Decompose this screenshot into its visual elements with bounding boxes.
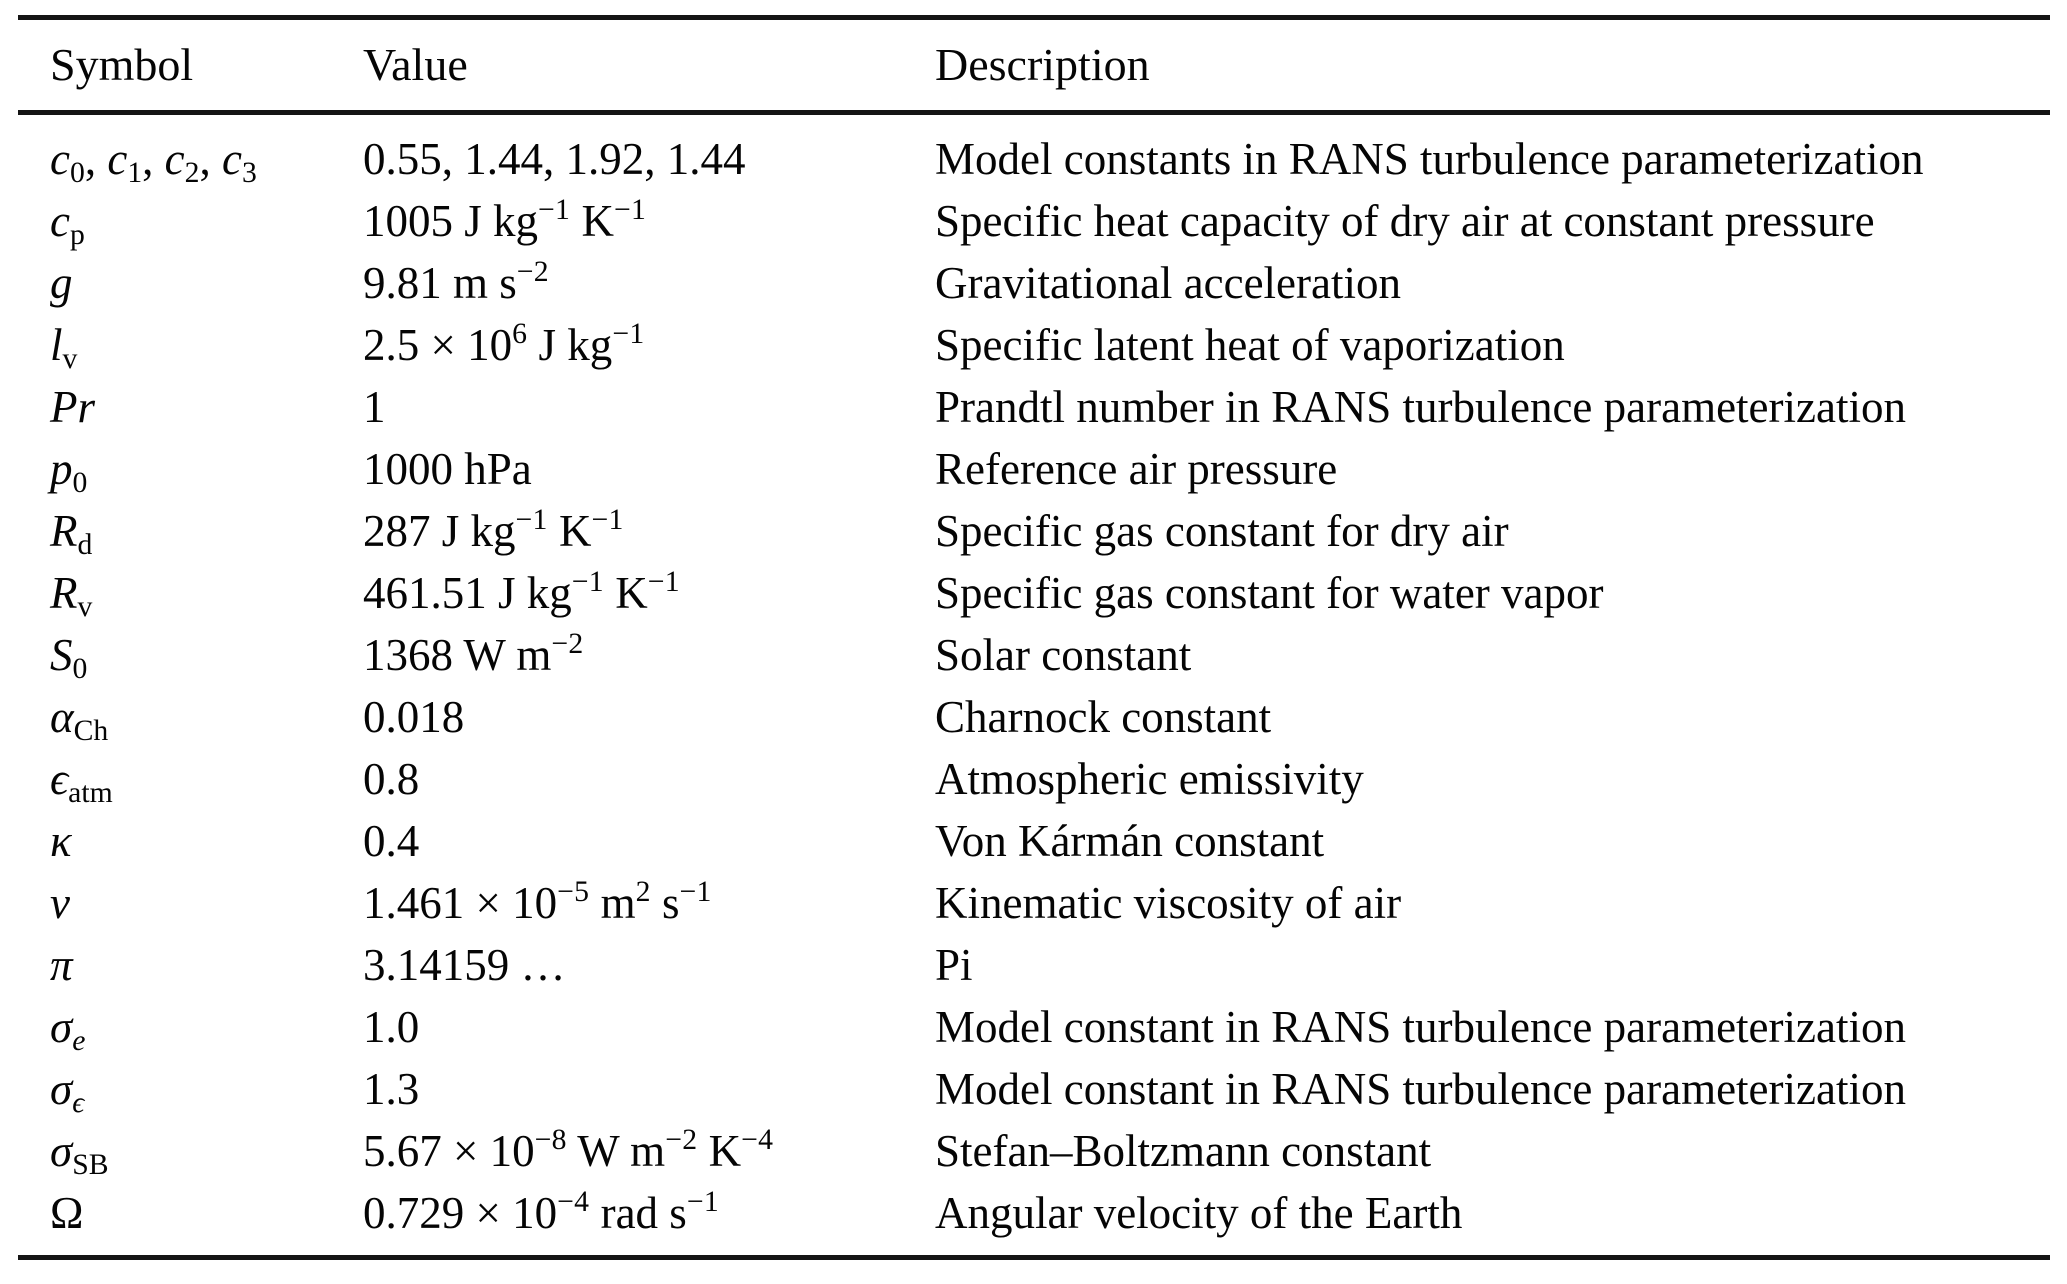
symbol-cell: $\sigma_{SB}$ — [50, 1125, 109, 1182]
value-cell: 0.55, 1.44, 1.92, 1.44 — [363, 133, 746, 184]
table-row — [18, 1058, 2050, 1120]
symbol-cell: $\sigma_\epsilon$ — [50, 1063, 85, 1120]
physical-constants-table — [18, 15, 2050, 1260]
description-cell: Model constants in RANS turbulence parameterization — [935, 133, 1924, 184]
value-cell: 1.0 — [363, 1001, 420, 1052]
description-cell: Gravitational acceleration — [935, 257, 1401, 308]
description-cell: Von Kármán constant — [935, 815, 1325, 866]
value-cell: $1.461 \times 10^{-5}$ $m^2$ $s^{-1}$ — [363, 876, 712, 928]
value-cell: 0.8 — [363, 753, 420, 804]
description-cell: Stefan–Boltzmann constant — [935, 1125, 1432, 1176]
value-cell: $5.67 \times 10^{-8}$ W $m^{-2}$ $K^{-4}$ — [363, 1124, 774, 1176]
symbol-cell: $R_d$ — [50, 505, 93, 562]
column-header-description: Description — [935, 39, 1150, 90]
description-cell: Specific gas constant for water vapor — [935, 567, 1604, 618]
symbol-cell: g — [50, 257, 73, 308]
description-cell: Prandtl number in RANS turbulence parameterization — [935, 381, 1906, 432]
value-cell: 1368 W $m^{-2}$ — [363, 628, 584, 680]
value-cell: 1005 J $kg^{-1}$ $K^{-1}$ — [363, 194, 647, 246]
table-row — [18, 686, 2050, 748]
table-row — [18, 1120, 2050, 1182]
table-row — [18, 748, 2050, 810]
table-row — [18, 438, 2050, 500]
value-cell: 461.51 J $kg^{-1}$ $K^{-1}$ — [363, 566, 680, 618]
description-cell: Solar constant — [935, 629, 1192, 680]
value-cell: 1 — [363, 381, 386, 432]
value-cell: 9.81 m $s^{-2}$ — [363, 256, 549, 308]
description-cell: Specific latent heat of vaporization — [935, 319, 1565, 370]
table-row — [18, 562, 2050, 624]
value-cell: 1000 hPa — [363, 443, 532, 494]
table-row — [18, 314, 2050, 376]
table-row — [18, 252, 2050, 314]
symbol-cell: κ — [50, 815, 72, 866]
symbol-cell: $p_0$ — [50, 443, 88, 500]
table-row — [18, 1182, 2050, 1244]
table-row — [18, 128, 2050, 190]
table-header-row — [18, 20, 2050, 110]
value-cell: 1.3 — [363, 1063, 420, 1114]
symbol-cell: $S_0$ — [50, 629, 88, 686]
symbol-cell: $c_0$, $c_1$, $c_2$, $c_3$ — [50, 133, 257, 190]
value-cell: 0.018 — [363, 691, 465, 742]
value-cell: $0.729 \times 10^{-4}$ rad $s^{-1}$ — [363, 1186, 719, 1238]
description-cell: Kinematic viscosity of air — [935, 877, 1402, 928]
value-cell: 3.14159 … — [363, 939, 566, 990]
description-cell: Specific heat capacity of dry air at constant pressure — [935, 195, 1875, 246]
description-cell: Pi — [935, 939, 973, 990]
description-cell: Reference air pressure — [935, 443, 1338, 494]
description-cell: Angular velocity of the Earth — [935, 1187, 1463, 1238]
value-cell: $2.5 \times 10^6$ J $kg^{-1}$ — [363, 318, 645, 370]
table-row — [18, 624, 2050, 686]
symbol-cell: $R_v$ — [50, 567, 93, 624]
value-cell: 287 J $kg^{-1}$ $K^{-1}$ — [363, 504, 624, 556]
symbol-cell: $l_v$ — [50, 319, 78, 376]
table-body — [18, 115, 2050, 1255]
symbol-cell: π — [50, 939, 73, 990]
table-row — [18, 376, 2050, 438]
value-cell: 0.4 — [363, 815, 420, 866]
column-header-symbol: Symbol — [50, 39, 194, 90]
symbol-cell: $c_p$ — [50, 195, 85, 252]
symbol-cell: ν — [50, 877, 70, 928]
table-bottom-rule — [18, 1255, 2050, 1260]
description-cell: Atmospheric emissivity — [935, 753, 1364, 804]
column-header-value: Value — [363, 39, 468, 90]
table-row — [18, 500, 2050, 562]
table-row — [18, 996, 2050, 1058]
description-cell: Model constant in RANS turbulence parameterization — [935, 1001, 1906, 1052]
description-cell: Specific gas constant for dry air — [935, 505, 1509, 556]
table-row — [18, 810, 2050, 872]
symbol-cell: $\epsilon_{atm}$ — [50, 753, 113, 810]
description-cell: Model constant in RANS turbulence parameterization — [935, 1063, 1906, 1114]
symbol-cell: Pr — [50, 381, 95, 432]
symbol-cell: $\sigma_e$ — [50, 1001, 86, 1058]
table-row — [18, 872, 2050, 934]
table-row — [18, 190, 2050, 252]
table-row — [18, 934, 2050, 996]
symbol-cell: Ω — [50, 1187, 84, 1238]
symbol-cell: $\alpha_{Ch}$ — [50, 691, 109, 748]
description-cell: Charnock constant — [935, 691, 1272, 742]
